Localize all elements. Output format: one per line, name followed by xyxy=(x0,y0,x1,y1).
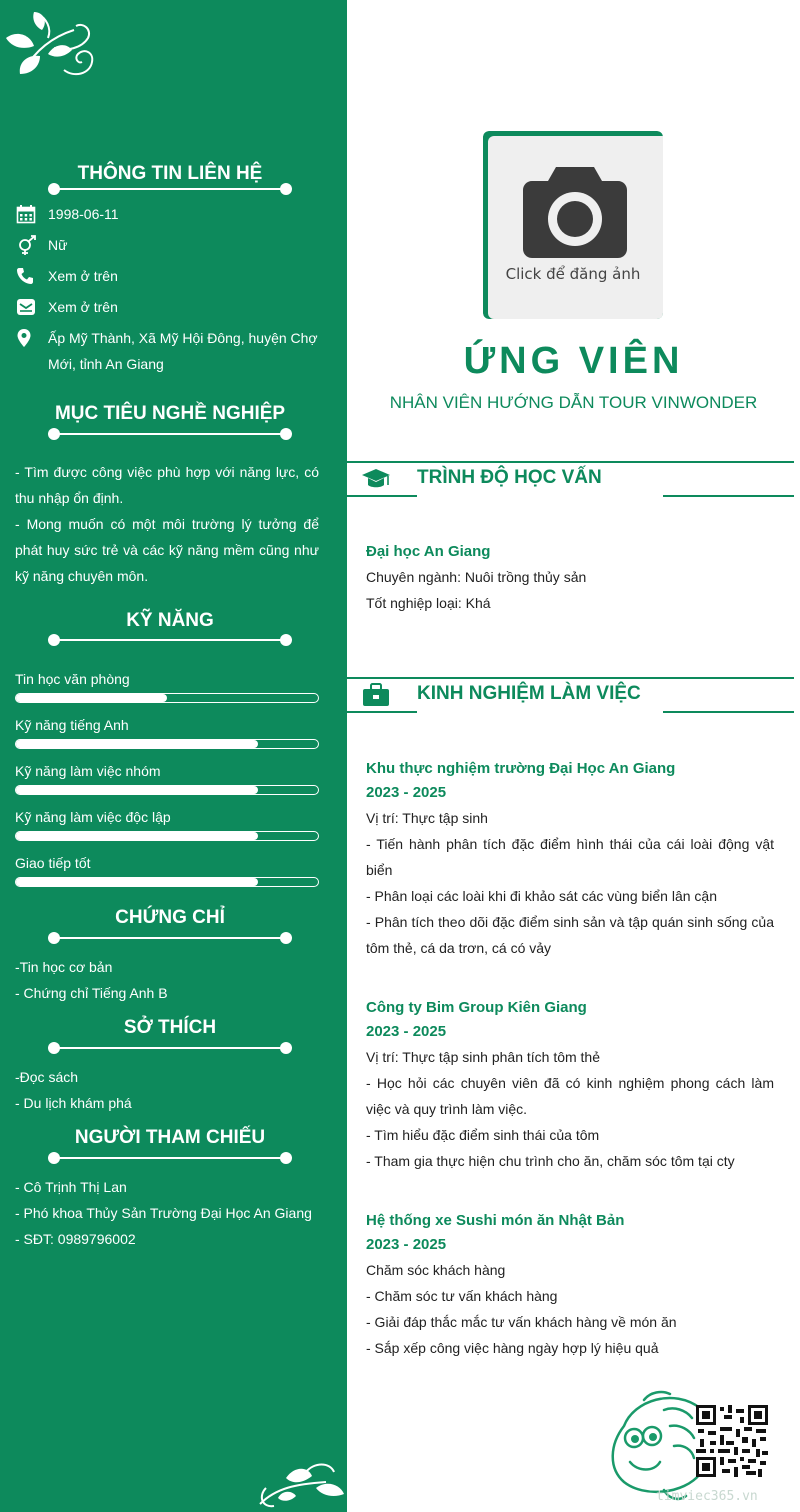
job-line: - Tìm hiểu đặc điểm sinh thái của tôm xyxy=(366,1127,600,1143)
skill-item xyxy=(15,807,319,841)
section-divider xyxy=(54,433,286,435)
objective-line: - Tìm được công việc phù hợp với năng lực, có thu nhập ổn định. xyxy=(15,464,319,506)
list-item: - Phó khoa Thủy Sản Trường Đại Học An Giang xyxy=(15,1205,312,1221)
floral-ornament-icon xyxy=(256,1458,346,1510)
experience-section-header xyxy=(347,677,794,713)
company-name: Khu thực nghiệm trường Đại Học An Giang xyxy=(366,760,676,777)
phone-icon xyxy=(16,263,48,289)
skill-bar-fill xyxy=(16,878,258,886)
job-line: Chăm sóc khách hàng xyxy=(366,1262,506,1278)
certificates-list xyxy=(15,954,335,1006)
skill-bar xyxy=(15,877,319,887)
list-item: -Tin học cơ bản xyxy=(15,959,113,975)
job-line: Vị trí: Thực tập sinh xyxy=(366,810,488,826)
list-item: - Du lịch khám phá xyxy=(15,1095,132,1111)
experience-entry xyxy=(366,996,774,1174)
objective-text xyxy=(15,459,319,589)
job-line: - Phân tích theo dõi đặc điểm sinh sản và tập quán sinh sống của tôm thẻ, cá da trơn, cá có vảy xyxy=(366,914,774,956)
section-divider xyxy=(54,639,286,641)
job-line: - Tham gia thực hiện chu trình cho ăn, chăm sóc tôm tại cty xyxy=(366,1153,735,1169)
job-line: Vị trí: Thực tập sinh phân tích tôm thẻ xyxy=(366,1049,601,1065)
hobbies-list xyxy=(15,1064,335,1116)
skill-bar xyxy=(15,693,319,703)
birthdate-text: 1998-06-11 xyxy=(48,206,119,222)
floral-ornament-icon xyxy=(4,8,94,80)
skill-bar-fill xyxy=(16,832,258,840)
job-line: - Sắp xếp công việc hàng ngày hợp lý hiệu quả xyxy=(366,1340,659,1356)
skill-name: Giao tiếp tốt xyxy=(15,855,91,871)
skill-item xyxy=(15,761,319,795)
section-divider xyxy=(54,937,286,939)
skill-item xyxy=(15,853,319,887)
objective-line: - Mong muốn có một môi trường lý tưởng để phát huy sức trẻ và các kỹ năng mềm cũng như kỹ năng chuyên môn. xyxy=(15,516,319,584)
section-divider xyxy=(54,188,286,190)
graduation-cap-icon xyxy=(361,467,391,491)
job-line: - Giải đáp thắc mắc tư vấn khách hàng về món ăn xyxy=(366,1314,677,1330)
sidebar xyxy=(0,0,347,1512)
qr-code-icon xyxy=(696,1405,768,1477)
education-line: Tốt nghiệp loại: Khá xyxy=(366,595,491,611)
skill-bar-fill xyxy=(16,694,167,702)
list-item: - Cô Trịnh Thị Lan xyxy=(15,1179,127,1195)
job-line: - Chăm sóc tư vấn khách hàng xyxy=(366,1288,558,1304)
skill-bar-fill xyxy=(16,740,258,748)
company-name: Công ty Bim Group Kiên Giang xyxy=(366,999,587,1016)
experience-entry xyxy=(366,1209,774,1361)
education-section-title: TRÌNH ĐỘ HỌC VẤN xyxy=(417,467,602,488)
education-section-header xyxy=(347,461,794,497)
references-section-title: NGƯỜI THAM CHIẾU xyxy=(74,1127,266,1148)
skill-name: Kỹ năng tiếng Anh xyxy=(15,717,129,733)
gender-icon xyxy=(16,232,48,258)
list-item: - Chứng chỉ Tiếng Anh B xyxy=(15,985,168,1001)
job-years: 2023 - 2025 xyxy=(366,784,447,801)
education-line: Chuyên ngành: Nuôi trồng thủy sản xyxy=(366,569,587,585)
contact-phone xyxy=(16,263,326,289)
skill-bar xyxy=(15,739,319,749)
contact-email xyxy=(16,294,326,320)
education-entry xyxy=(366,540,774,616)
job-years: 2023 - 2025 xyxy=(366,1023,447,1040)
contact-birthdate xyxy=(16,201,326,227)
skill-bar xyxy=(15,785,319,795)
candidate-name: ỨNG VIÊN xyxy=(463,340,684,382)
experience-section-title: KINH NGHIỆM LÀM VIỆC xyxy=(417,683,641,704)
section-divider xyxy=(54,1157,286,1159)
location-icon xyxy=(16,325,48,351)
list-item: -Đọc sách xyxy=(15,1069,79,1085)
phone-text: Xem ở trên xyxy=(48,268,118,284)
experience-entry xyxy=(366,757,774,961)
certificates-section-title: CHỨNG CHỈ xyxy=(115,907,225,928)
photo-upload-label: Click để đăng ảnh xyxy=(505,265,641,283)
skill-name: Kỹ năng làm việc nhóm xyxy=(15,763,161,779)
skill-bar xyxy=(15,831,319,841)
skills-section-title: KỸ NĂNG xyxy=(126,610,214,631)
hobbies-section-title: SỞ THÍCH xyxy=(123,1017,217,1038)
photo-upload[interactable] xyxy=(483,131,663,319)
section-divider xyxy=(54,1047,286,1049)
skill-item xyxy=(15,715,319,749)
job-years: 2023 - 2025 xyxy=(366,1236,447,1253)
objective-section-title: MỤC TIÊU NGHỀ NGHIỆP xyxy=(54,403,286,424)
camera-icon xyxy=(522,163,628,259)
references-list xyxy=(15,1174,335,1252)
email-icon xyxy=(16,294,48,320)
job-line: - Học hỏi các chuyên viên đã có kinh nghiệm phong cách làm việc và quy trình làm việc. xyxy=(366,1075,774,1117)
watermark: timviec365.vn xyxy=(656,1489,758,1504)
calendar-icon xyxy=(16,201,48,227)
email-text: Xem ở trên xyxy=(48,299,118,315)
skill-name: Tin học văn phòng xyxy=(15,671,130,687)
company-name: Hệ thống xe Sushi món ăn Nhật Bản xyxy=(366,1212,625,1229)
contact-address xyxy=(16,325,326,377)
address-text: Ấp Mỹ Thành, Xã Mỹ Hội Đông, huyện Chợ Mới, tỉnh An Giang xyxy=(48,330,318,372)
gender-text: Nữ xyxy=(48,237,68,253)
list-item: - SĐT: 0989796002 xyxy=(15,1231,136,1247)
briefcase-icon xyxy=(361,683,391,707)
contact-section-title: THÔNG TIN LIÊN HỆ xyxy=(77,163,263,184)
skill-item xyxy=(15,669,319,703)
contact-gender xyxy=(16,232,326,258)
job-line: - Phân loại các loài khi đi khảo sát các vùng biển lân cận xyxy=(366,888,717,904)
job-line: - Tiến hành phân tích đặc điểm hình thái của cái loài động vật biển xyxy=(366,836,774,878)
school-name: Đại học An Giang xyxy=(366,543,491,560)
skill-name: Kỹ năng làm việc độc lập xyxy=(15,809,171,825)
skill-bar-fill xyxy=(16,786,258,794)
candidate-job-title: NHÂN VIÊN HƯỚNG DẪN TOUR VINWONDER xyxy=(389,393,758,412)
